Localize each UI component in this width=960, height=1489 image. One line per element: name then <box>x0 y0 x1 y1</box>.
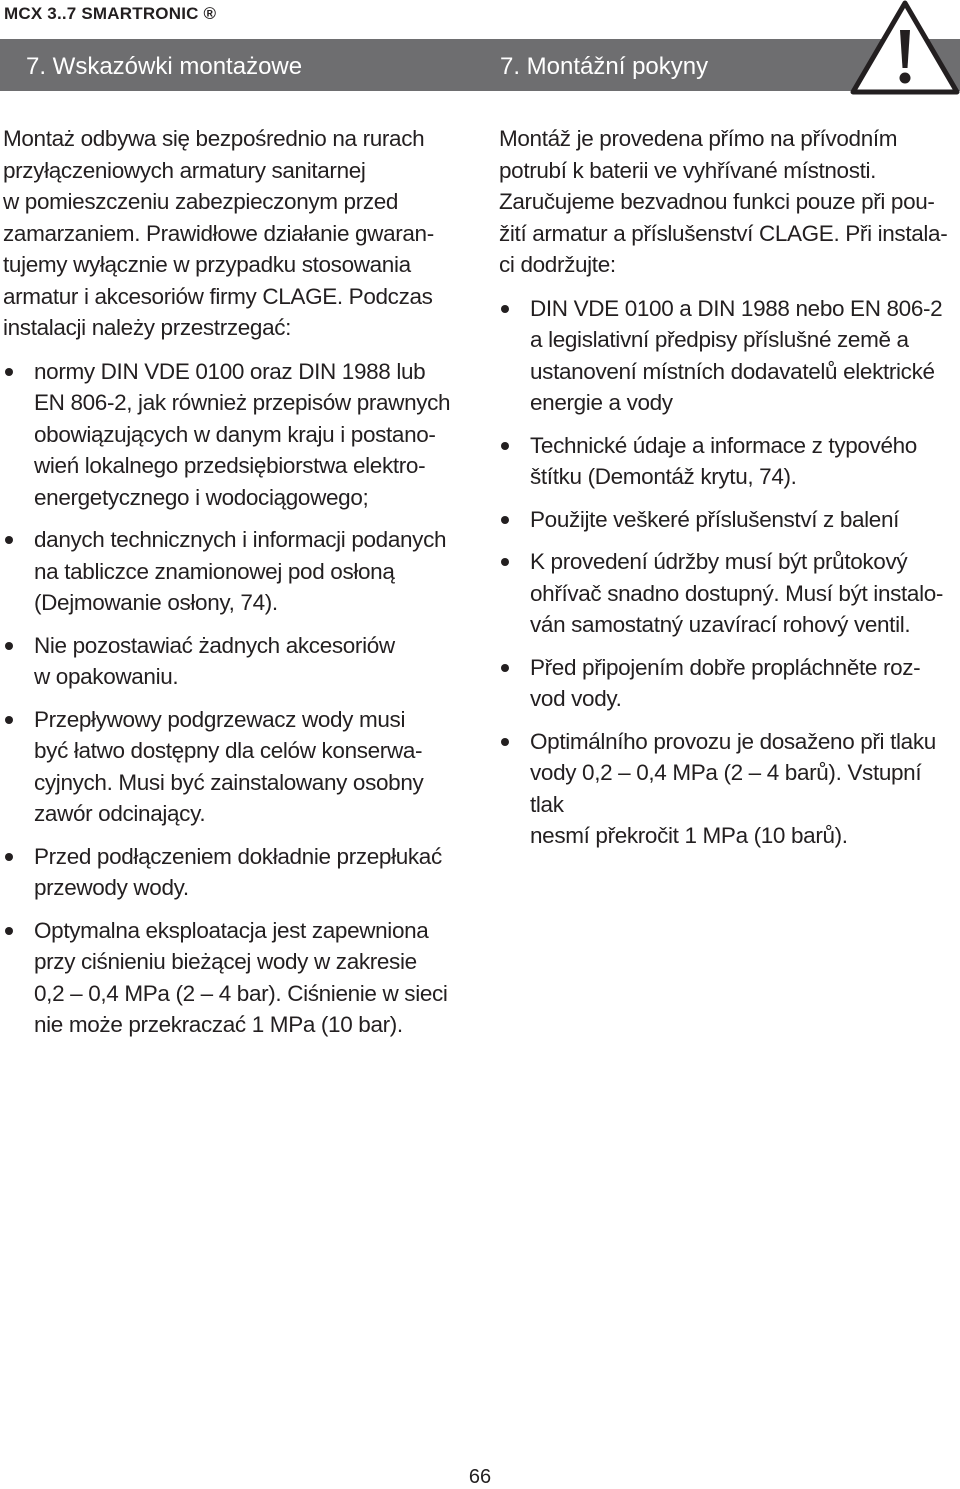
list-item: K provedení údržby musí být průtokový ohřívač snadno dostupný. Musí být instalo- ván samostatný uzavírací rohový ventil. <box>499 546 957 641</box>
list-item: Optimálního provozu je dosaženo při tlaku vody 0,2 – 0,4 MPa (2 – 4 barů). Vstupní tlak nesmí překročit 1 MPa (10 barů). <box>499 726 957 852</box>
page-number: 66 <box>468 1466 492 1488</box>
list-item: DIN VDE 0100 a DIN 1988 nebo EN 806-2 a legislativní předpisy příslušné země a ustanovení místních dodavatelů elektrické energie a vody <box>499 293 957 419</box>
list-item: Před připojením dobře propláchněte roz- vod vody. <box>499 652 957 715</box>
czech-requirements-list <box>499 293 957 852</box>
list-item: Použijte veškeré příslušenství z balení <box>499 504 957 536</box>
list-item: danych technicznych i informacji podanych na tabliczce znamionowej pod osłoną (Dejmowanie osłony, 74). <box>3 524 473 619</box>
warning-triangle-icon <box>850 0 960 95</box>
polish-requirements-list <box>3 356 473 1041</box>
section-title-polish: 7. Wskazówki montażowe <box>26 53 303 80</box>
czech-column <box>499 123 957 863</box>
list-item: Optymalna eksploatacja jest zapewniona przy ciśnieniu bieżącej wody w zakresie 0,2 – 0,4 MPa (2 – 4 bar). Ciśnienie w sieci nie może przekraczać 1 MPa (10 bar). <box>3 915 473 1041</box>
czech-intro: Montáž je provedena přímo na přívodním potrubí k baterii ve vyhřívané místnosti. Zaručujeme bezvadnou funkci pouze při pou- žití armatur a příslušenství CLAGE. Při instala- ci dodržujte: <box>499 126 948 277</box>
section-title-czech: 7. Montážní pokyny <box>500 53 709 80</box>
polish-column <box>3 123 473 1052</box>
list-item: Technické údaje a informace z typového štítku (Demontáž krytu, 74). <box>499 430 957 493</box>
document-title: MCX 3..7 SMARTRONIC ® <box>4 4 217 23</box>
list-item: normy DIN VDE 0100 oraz DIN 1988 lub EN 806-2, jak również przepisów prawnych obowiązujących w danym kraju i postano- wień lokalnego przedsiębiorstwa elektro- energetycznego i wodociągowego; <box>3 356 473 514</box>
list-item: Przepływowy podgrzewacz wody musi być łatwo dostępny dla celów konserwa- cyjnych. Musi być zainstalowany osobny zawór odcinający. <box>3 704 473 830</box>
polish-intro: Montaż odbywa się bezpośrednio na rurach przyłączeniowych armatury sanitarnej w pomieszczeniu zabezpieczonym przed zamarzaniem. Prawidłowe działanie gwaran- tujemy wyłącznie w przypadku stosowania armatur i akcesoriów firmy CLAGE. Podczas instalacji należy przestrzegać: <box>3 126 434 340</box>
list-item: Nie pozostawiać żadnych akcesoriów w opakowaniu. <box>3 630 473 693</box>
list-item: Przed podłączeniem dokładnie przepłukać przewody wody. <box>3 841 473 904</box>
